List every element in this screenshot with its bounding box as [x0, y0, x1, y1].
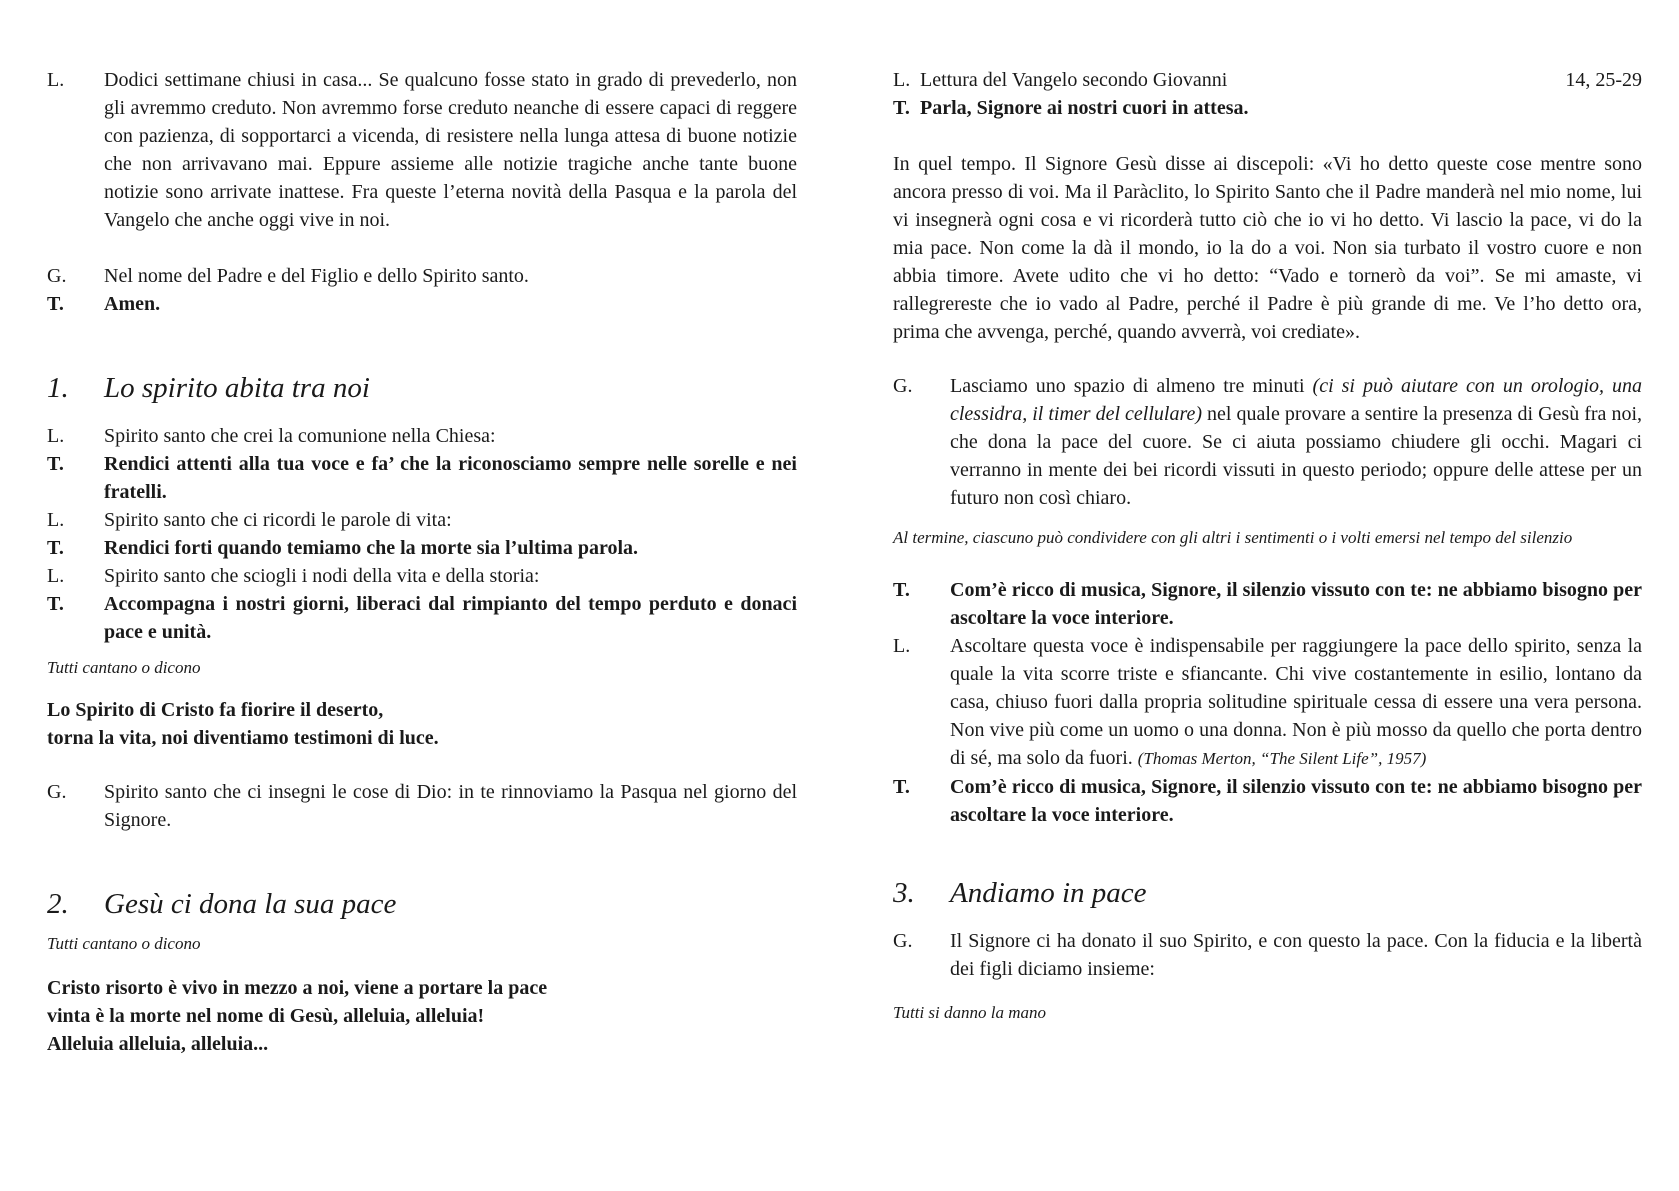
silence-instruction [893, 372, 1642, 512]
left-page [47, 66, 797, 1058]
litany-text: Spirito santo che sciogli i nodi della vita e della storia: [104, 565, 540, 587]
section-number: 3. [893, 877, 915, 909]
speaker-label: L. [47, 69, 65, 91]
section-title: Lo spirito abita tra noi [104, 372, 370, 404]
section-title: Andiamo in pace [950, 877, 1147, 909]
reading-title [893, 66, 1642, 94]
silence-text-a: Lasciamo uno spazio di almeno tre minuti [950, 375, 1313, 397]
silence-text-b: nel quale provare a sentire la presenza di Gesù fra noi, che dona la pace del cuore. Se ci aiuta possiamo chiudere gli occhi. Magari ci verranno in mente dei bei ricordi vissuti in questo periodo; oppure delle attese per un futuro non così chiaro. [950, 403, 1643, 509]
song-line: vinta è la morte nel nome di Gesù, alleluia, alleluia! [47, 1005, 485, 1027]
gospel-reference: 14, 25-29 [1565, 69, 1642, 91]
speaker-label: L. [893, 635, 911, 657]
litany-text: Rendici attenti alla tua voce e fa’ che la riconosciamo sempre nelle sorelle e nei fratelli. [104, 453, 797, 503]
litany-text: Rendici forti quando temiamo che la morte sia l’ultima parola. [104, 537, 639, 559]
litany-line [47, 534, 797, 562]
response-text: Parla, Signore ai nostri cuori in attesa. [920, 97, 1249, 119]
litany-text: Spirito santo che crei la comunione nella Chiesa: [104, 425, 496, 447]
song-refrain-2 [47, 974, 797, 1058]
section-2-heading [47, 886, 797, 922]
song-line: torna la vita, noi diventiamo testimoni di luce. [47, 727, 439, 749]
t-response-text: Com’è ricco di musica, Signore, il silenzio vissuto con te: ne abbiamo bisogno per ascoltare la voce interiore. [950, 579, 1642, 629]
speaker-label: L. [47, 425, 65, 447]
t-response [893, 576, 1642, 632]
song-refrain-1 [47, 696, 797, 752]
amen-text: Amen. [104, 293, 161, 315]
speaker-label: G. [47, 781, 67, 803]
song-line: Cristo risorto è vivo in mezzo a noi, viene a portare la pace [47, 977, 548, 999]
t-response-text: Com’è ricco di musica, Signore, il silenzio vissuto con te: ne abbiamo bisogno per ascoltare la voce interiore. [950, 776, 1642, 826]
reading-text: Lettura del Vangelo secondo Giovanni [920, 69, 1228, 91]
speaker-label: T. [893, 97, 910, 119]
intro-paragraph [47, 66, 797, 234]
section-title: Gesù ci dona la sua pace [104, 888, 397, 920]
silence-text-italic: (ci si può aiutare con un orologio, una clessidra, il timer del cellulare) [950, 375, 1642, 425]
speaker-label: L. [893, 69, 911, 91]
rubric-note: Tutti cantano o dicono [47, 934, 201, 953]
litany-text: Accompagna i nostri giorni, liberaci dal rimpianto del tempo perduto e donaci pace e unità. [104, 593, 797, 643]
litany-text: Spirito santo che ci ricordi le parole di vita: [104, 509, 452, 531]
song-line: Lo Spirito di Cristo fa fiorire il deserto, [47, 699, 384, 721]
litany-line [47, 450, 797, 506]
g-final-text: Il Signore ci ha donato il suo Spirito, e con questo la pace. Con la fiducia e la libertà dei figli diciamo insieme: [950, 930, 1642, 980]
speaker-label: G. [47, 265, 67, 287]
speaker-label: L. [47, 509, 65, 531]
t-response [893, 773, 1642, 829]
l-reading-text: Ascoltare questa voce è indispensabile per raggiungere la pace dello spirito, senza la quale la vita scorre triste e sfiancante. Chi vive costantemente in esilio, lontano da casa, chiuso fuori dalla propria solitudine spirituale cessa di essere una vera persona. Non vive più come un uomo o una donna. Non è più mosso da quello che porta dentro di sé, ma solo da fuori. [950, 635, 1642, 769]
section-number: 1. [47, 372, 69, 404]
speaker-label: T. [47, 537, 64, 559]
sign-of-cross-t [47, 290, 797, 318]
litany-line [47, 590, 797, 646]
intro-text: Dodici settimane chiusi in casa... Se qualcuno fosse stato in grado di prevederlo, non gli avremmo creduto. Non avremmo forse creduto neanche di essere capaci di reggere con pazienza, di sopportarci a vicenda, di resistere nella lunga attesa di buone notizie che non arrivavano mai. Eppure assieme alle notizie tragiche anche tante buone notizie sono arrivate inattese. Fra queste l’eterna novità della Pasqua e la parola del Vangelo che anche oggi vive in noi. [104, 69, 797, 231]
speaker-label: T. [893, 776, 910, 798]
right-page [893, 66, 1642, 1025]
reading-response [893, 94, 1642, 122]
speaker-label: T. [47, 453, 64, 475]
litany-line [47, 562, 797, 590]
speaker-label: T. [893, 579, 910, 601]
rubric-note: Tutti cantano o dicono [47, 658, 201, 677]
section-1-heading [47, 370, 797, 406]
speaker-label: G. [893, 930, 913, 952]
section-3-heading [893, 875, 1642, 911]
g-final [893, 927, 1642, 983]
l-reading [893, 632, 1642, 773]
song-line: Alleluia alleluia, alleluia... [47, 1033, 269, 1055]
speaker-label: T. [47, 293, 64, 315]
citation: (Thomas Merton, “The Silent Life”, 1957) [1137, 749, 1427, 768]
gospel-text: In quel tempo. Il Signore Gesù disse ai discepoli: «Vi ho detto queste cose mentre sono ancora presso di voi. Ma il Paràclito, lo Spirito Santo che il Padre manderà nel mio nome, lui vi insegnerà ogni cosa e vi ricorderà tutto ciò che io vi ho detto. Vi lascio la pace, vi do la mia pace. Non come la dà il mondo, io la do a voi. Non sia turbato il vostro cuore e non abbia timore. Avete udito che vi ho detto: “Vado e tornerò da voi”. Se mi amaste, vi rallegrereste che io vado al Padre, perché il Padre è più grande di me. Ve l’ho detto ora, prima che avvenga, perché, quando avverrà, voi crediate». [893, 153, 1642, 343]
speaker-label: T. [47, 593, 64, 615]
speaker-label: L. [47, 565, 65, 587]
sign-of-cross-g [47, 262, 797, 290]
rubric-note: Tutti si danno la mano [893, 1003, 1047, 1022]
rubric-note: Al termine, ciascuno può condividere con gli altri i sentimenti o i volti emersi nel tempo del silenzio [893, 528, 1573, 547]
litany-line [47, 506, 797, 534]
g-prayer [47, 778, 797, 834]
speaker-label: G. [893, 375, 913, 397]
g-prayer-text: Spirito santo che ci insegni le cose di Dio: in te rinnoviamo la Pasqua nel giorno del Signore. [104, 781, 797, 831]
section-number: 2. [47, 888, 69, 920]
sign-of-cross-text: Nel nome del Padre e del Figlio e dello Spirito santo. [104, 265, 529, 287]
litany-line [47, 422, 797, 450]
